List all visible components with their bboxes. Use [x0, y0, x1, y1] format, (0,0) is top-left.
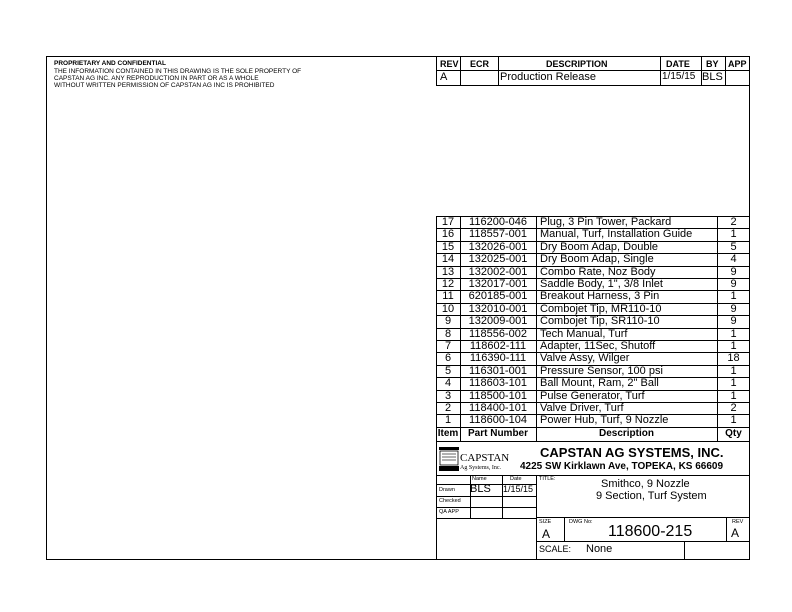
bom-item-number: 13	[441, 265, 455, 278]
bom-description: Dry Boom Adap, Single	[540, 253, 654, 266]
bom-description: Combojet Tip, MR110-10	[540, 302, 662, 315]
app-header: APP	[728, 59, 747, 69]
bom-part-number: 620185-001	[468, 290, 528, 303]
bom-description: Tech Manual, Turf	[540, 327, 628, 340]
bom-description: Breakout Harness, 3 Pin	[540, 290, 660, 303]
proprietary-line: THE INFORMATION CONTAINED IN THIS DRAWING IS THE SOLE PROPERTY OF	[54, 68, 302, 75]
bom-description: Plug, 3 Pin Tower, Packard	[540, 216, 672, 228]
bom-item-number: 3	[444, 389, 452, 402]
bom-part-number: 132026-001	[468, 240, 528, 253]
scale-label: SCALE:	[539, 544, 572, 554]
bom-qty: 1	[730, 377, 737, 390]
bom-item-number: 10	[441, 302, 455, 315]
name-label: Name	[472, 476, 487, 482]
title-block	[436, 441, 750, 560]
bom-qty: 1	[730, 290, 737, 303]
bom-part-number: 132010-001	[468, 302, 528, 315]
bom-qty: 4	[730, 253, 737, 266]
bom-part-number: 132025-001	[468, 253, 528, 266]
date-header: DATE	[666, 59, 690, 69]
rev-by: BLS	[702, 71, 723, 83]
rev-value-block: A	[731, 526, 740, 540]
bom-item-header: Item	[437, 427, 459, 439]
bom-part-number: 116390-111	[469, 352, 527, 365]
rev-header: REV	[440, 59, 459, 69]
bom-qty: 1	[730, 389, 737, 402]
bom-part-number: 118500-101	[469, 389, 527, 402]
bom-item-number: 5	[444, 364, 452, 377]
dwg-number: 118600-215	[608, 523, 693, 540]
bom-description: Manual, Turf, Installation Guide	[540, 228, 693, 241]
bom-description: Power Hub, Turf, 9 Nozzle	[540, 414, 669, 427]
bom-qty: 1	[730, 414, 737, 427]
bom-part-number: 116200-046	[469, 216, 527, 228]
bom-qty: 2	[730, 216, 737, 228]
rev-label: REV	[732, 519, 744, 525]
bom-qty: 9	[730, 315, 737, 328]
dwg-label: DWG No:	[569, 519, 593, 525]
bom-item-number: 7	[444, 340, 452, 352]
drawn-date: 1/15/15	[503, 484, 534, 494]
bom-description: Combo Rate, Noz Body	[540, 265, 656, 278]
bom-qty-header: Qty	[725, 427, 742, 439]
bom-part-number: 118603-101	[469, 377, 527, 390]
bom-item-number: 12	[441, 278, 455, 290]
rev-description: Production Release	[500, 71, 597, 83]
checked-label: Checked	[439, 498, 461, 504]
bom-part-number: 116301-001	[469, 364, 527, 377]
bom-description: Adapter, 11Sec, Shutoff	[540, 340, 656, 352]
bom-description: Saddle Body, 1", 3/8 Inlet	[540, 278, 663, 290]
bom-qty: 5	[730, 240, 737, 253]
drawn-label: Drawn	[439, 487, 455, 493]
bom-description: Valve Driver, Turf	[540, 402, 624, 414]
drawn-name: BLS	[470, 483, 491, 495]
size-value: A	[542, 527, 551, 541]
bom-table	[436, 216, 750, 441]
bom-qty: 9	[730, 265, 737, 278]
bom-part-number: 132017-001	[468, 278, 528, 290]
logo-text: CAPSTAN	[460, 452, 510, 464]
bom-part-number: 132002-001	[468, 265, 528, 278]
revision-table	[436, 57, 750, 85]
bom-item-number: 2	[444, 402, 452, 414]
bom-qty: 1	[730, 327, 737, 340]
title-line-1: Smithco, 9 Nozzle	[601, 478, 690, 490]
bom-description: Ball Mount, Ram, 2" Ball	[540, 377, 659, 390]
bom-item-number: 6	[444, 352, 452, 365]
bom-item-number: 4	[444, 377, 452, 390]
qa-label: QA APP	[439, 509, 459, 515]
capstan-logo-mark	[439, 447, 459, 471]
ecr-header: ECR	[470, 59, 490, 69]
logo-subtext: Ag Systems, Inc.	[460, 465, 501, 471]
rev-date: 1/15/15	[662, 71, 696, 82]
bom-part-header: Part Number	[467, 427, 528, 439]
bom-description: Pulse Generator, Turf	[540, 389, 645, 402]
bom-item-number: 9	[444, 315, 452, 328]
bom-item-number: 17	[441, 216, 455, 228]
bom-part-number: 118602-111	[469, 340, 527, 352]
bom-qty: 9	[730, 302, 737, 315]
bom-part-number: 118600-104	[469, 414, 527, 427]
bom-item-number: 1	[444, 414, 452, 427]
title-line-2: 9 Section, Turf System	[596, 490, 707, 502]
proprietary-line: CAPSTAN AG INC. ANY REPRODUCTION IN PART OR AS A WHOLE	[54, 75, 259, 82]
proprietary-line: WITHOUT WRITTEN PERMISSION OF CAPSTAN AG INC IS PROHIBITED	[54, 82, 275, 89]
bom-description: Dry Boom Adap, Double	[540, 240, 659, 253]
bom-part-number: 118556-002	[469, 327, 527, 340]
bom-qty: 1	[730, 364, 737, 377]
bom-item-number: 16	[441, 228, 455, 241]
scale-value: None	[586, 543, 613, 555]
date-label: Date	[510, 476, 522, 482]
bom-qty: 9	[730, 278, 737, 290]
bom-qty: 1	[730, 228, 737, 241]
bom-item-number: 8	[444, 327, 452, 340]
company-name: CAPSTAN AG SYSTEMS, INC.	[540, 445, 724, 460]
proprietary-title: PROPRIETARY AND CONFIDENTIAL	[54, 60, 166, 67]
bom-part-number: 118557-001	[469, 228, 527, 241]
bom-item-number: 15	[441, 240, 455, 253]
bom-item-number: 14	[441, 253, 455, 266]
bom-qty: 18	[727, 352, 740, 365]
bom-qty: 2	[730, 402, 737, 414]
bom-description: Combojet Tip, SR110-10	[540, 315, 660, 328]
title-label: TITLE:	[539, 476, 556, 482]
company-address: 4225 SW Kirklawn Ave, TOPEKA, KS 66609	[520, 461, 724, 472]
bom-description: Pressure Sensor, 100 psi	[540, 364, 663, 377]
description-header: DESCRIPTION	[546, 59, 608, 69]
by-header: BY	[706, 59, 719, 69]
size-label: SIZE	[539, 519, 552, 525]
bom-part-number: 118400-101	[469, 402, 527, 414]
bom-description: Valve Assy, Wilger	[540, 352, 630, 365]
bom-part-number: 132009-001	[468, 315, 528, 328]
bom-qty: 1	[730, 340, 737, 352]
capstan-logo	[439, 447, 459, 471]
bom-item-number: 11	[442, 290, 454, 303]
bom-description-header: Description	[598, 427, 654, 439]
rev-value: A	[440, 71, 448, 83]
